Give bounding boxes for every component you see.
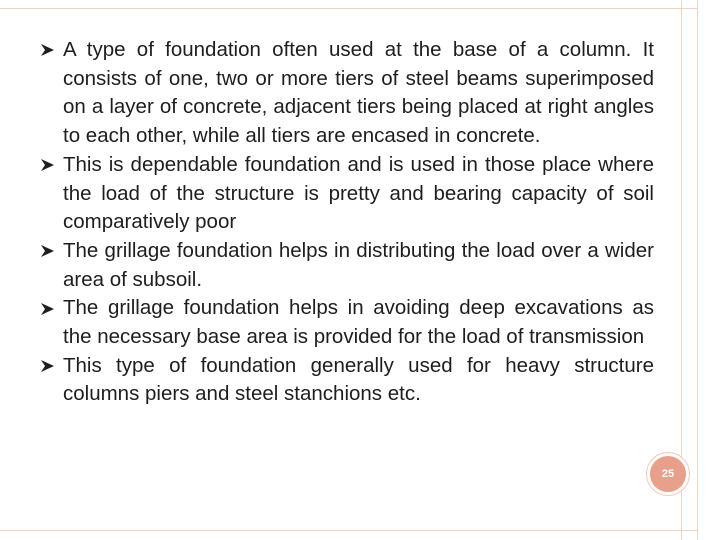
frame-line-top [0,8,698,9]
page-number-badge: 25 [647,453,689,495]
bullet-item [40,294,654,351]
arrow-bullet-icon [40,151,58,180]
bullet-item [40,352,654,409]
frame-line-right-outer [697,0,698,540]
bullet-text: This type of foundation generally used for heavy structure columns piers and steel stanchions etc. [63,353,654,406]
bullet-text: The grillage foundation helps in avoiding deep excavations as the necessary base area is provided for the load of transmission [63,296,654,349]
arrow-bullet-icon [40,352,58,381]
bullet-item [40,237,654,294]
bullet-text: The grillage foundation helps in distributing the load over a wider area of subsoil. [63,238,654,291]
arrow-bullet-icon [40,294,58,323]
arrow-bullet-icon [40,237,58,266]
bullet-text: This is dependable foundation and is used in those place where the load of the structure is pretty and bearing capacity of soil comparatively poor [63,152,654,234]
frame-line-bottom [0,530,698,531]
arrow-bullet-icon [40,36,58,65]
bullet-item [40,151,654,237]
bullet-text: A type of foundation often used at the base of a column. It consists of one, two or more tiers of steel beams superimposed on a layer of concrete, adjacent tiers being placed at right angles to each other, while all tiers are encased in concrete. [63,38,654,148]
bullet-list [40,36,654,409]
bullet-item [40,36,654,151]
